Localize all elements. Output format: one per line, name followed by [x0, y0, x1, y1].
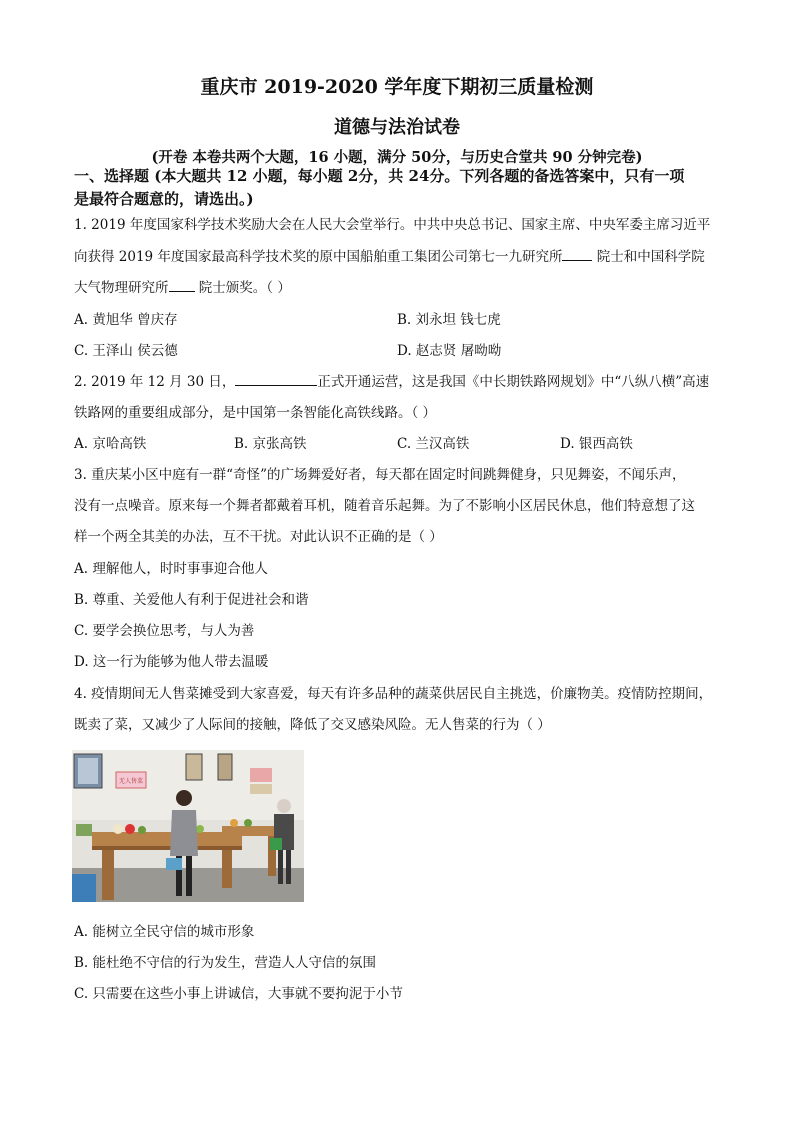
q3-option-b[interactable]: B. 尊重、关爱他人有利于促进社会和谐: [74, 592, 309, 608]
q2-option-c[interactable]: C. 兰汉高铁: [397, 436, 470, 452]
q2-line1-text-b: 正式开通运营，这是我国《中长期铁路网规划》中“八纵八横”高速: [317, 374, 710, 390]
exam-title: 重庆市 2019-2020 学年度下期初三质量检测: [200, 76, 594, 98]
q2-blank: [235, 373, 317, 386]
q1-line1: 1. 2019 年度国家科学技术奖励大会在人民大会堂举行。中共中央总书记、国家主席、中央军委主席习近平: [74, 217, 711, 233]
q1-blank-1: [562, 248, 592, 261]
q1-line3-text-a: 大气物理研究所: [74, 280, 169, 296]
q3-line3: 样一个两全其美的办法，互不干扰。对此认识不正确的是（ ）: [74, 529, 443, 545]
q1-line2: [74, 245, 705, 265]
q2-option-d[interactable]: D. 银西高铁: [560, 436, 633, 452]
q1-line3-text-b: 院士颁奖。（ ）: [198, 280, 291, 296]
section-heading-line2: 是最符合题意的，请选出。): [74, 190, 254, 208]
q4-option-c[interactable]: C. 只需要在这些小事上讲诚信，大事就不要拘泥于小节: [74, 986, 403, 1002]
photo-illustration: [72, 750, 304, 902]
q4-option-b[interactable]: B. 能杜绝不守信的行为发生，营造人人守信的氛围: [74, 955, 377, 971]
q2-option-b[interactable]: B. 京张高铁: [234, 436, 307, 452]
q1-option-d[interactable]: D. 赵志贤 屠呦呦: [397, 343, 502, 359]
q1-line2-text-b: 院士和中国科学院: [596, 249, 705, 265]
q3-line1: 3. 重庆某小区中庭有一群“奇怪”的广场舞爱好者，每天都在固定时间跳舞健身，只见舞姿，不闻乐声，: [74, 467, 686, 483]
exam-subtitle: 道德与法治试卷: [334, 117, 460, 138]
unattended-vegetable-stall-photo: [72, 750, 304, 902]
q3-option-c[interactable]: C. 要学会换位思考，与人为善: [74, 623, 255, 639]
q2-option-a[interactable]: A. 京哈高铁: [74, 436, 147, 452]
q1-option-a[interactable]: A. 黄旭华 曾庆存: [74, 312, 178, 328]
q4-line2: 既卖了菜，又减少了人际间的接触，降低了交叉感染风险。无人售菜的行为（ ）: [74, 717, 551, 733]
section-heading-line1: 一、选择题 (本大题共 12 小题，每小题 2分，共 24分。下列各题的备选答案中，只有一项: [74, 167, 685, 185]
q3-option-d[interactable]: D. 这一行为能够为他人带去温暖: [74, 654, 269, 670]
q1-line3: [74, 276, 291, 296]
exam-note: (开卷 本卷共两个大题，16 小题，满分 50分，与历史合堂共 90 分钟完卷): [151, 149, 643, 166]
q1-line2-text-a: 向获得 2019 年度国家最高科学技术奖的原中国船舶重工集团公司第七一九研究所: [74, 249, 563, 265]
q2-line1-text-a: 2. 2019 年 12 月 30 日，: [74, 374, 236, 390]
q3-line2: 没有一点噪音。原来每一个舞者都戴着耳机，随着音乐起舞。为了不影响小区居民休息，他们特意想了这: [74, 498, 695, 514]
q1-option-c[interactable]: C. 王泽山 侯云德: [74, 343, 178, 359]
q1-blank-2: [169, 279, 195, 292]
q2-line1: [74, 370, 709, 390]
q4-line1: 4. 疫情期间无人售菜摊受到大家喜爱，每天有许多品种的蔬菜供居民自主挑选，价廉物美。疫情防控期间，: [74, 686, 713, 702]
q3-option-a[interactable]: A. 理解他人，时时事事迎合他人: [74, 561, 268, 577]
q2-line2: 铁路网的重要组成部分，是中国第一条智能化高铁线路。（ ）: [74, 405, 437, 421]
stall-sign-text: 无人售菜: [118, 778, 144, 785]
q4-option-a[interactable]: A. 能树立全民守信的城市形象: [74, 924, 255, 940]
q1-option-b[interactable]: B. 刘永坦 钱七虎: [397, 312, 501, 328]
